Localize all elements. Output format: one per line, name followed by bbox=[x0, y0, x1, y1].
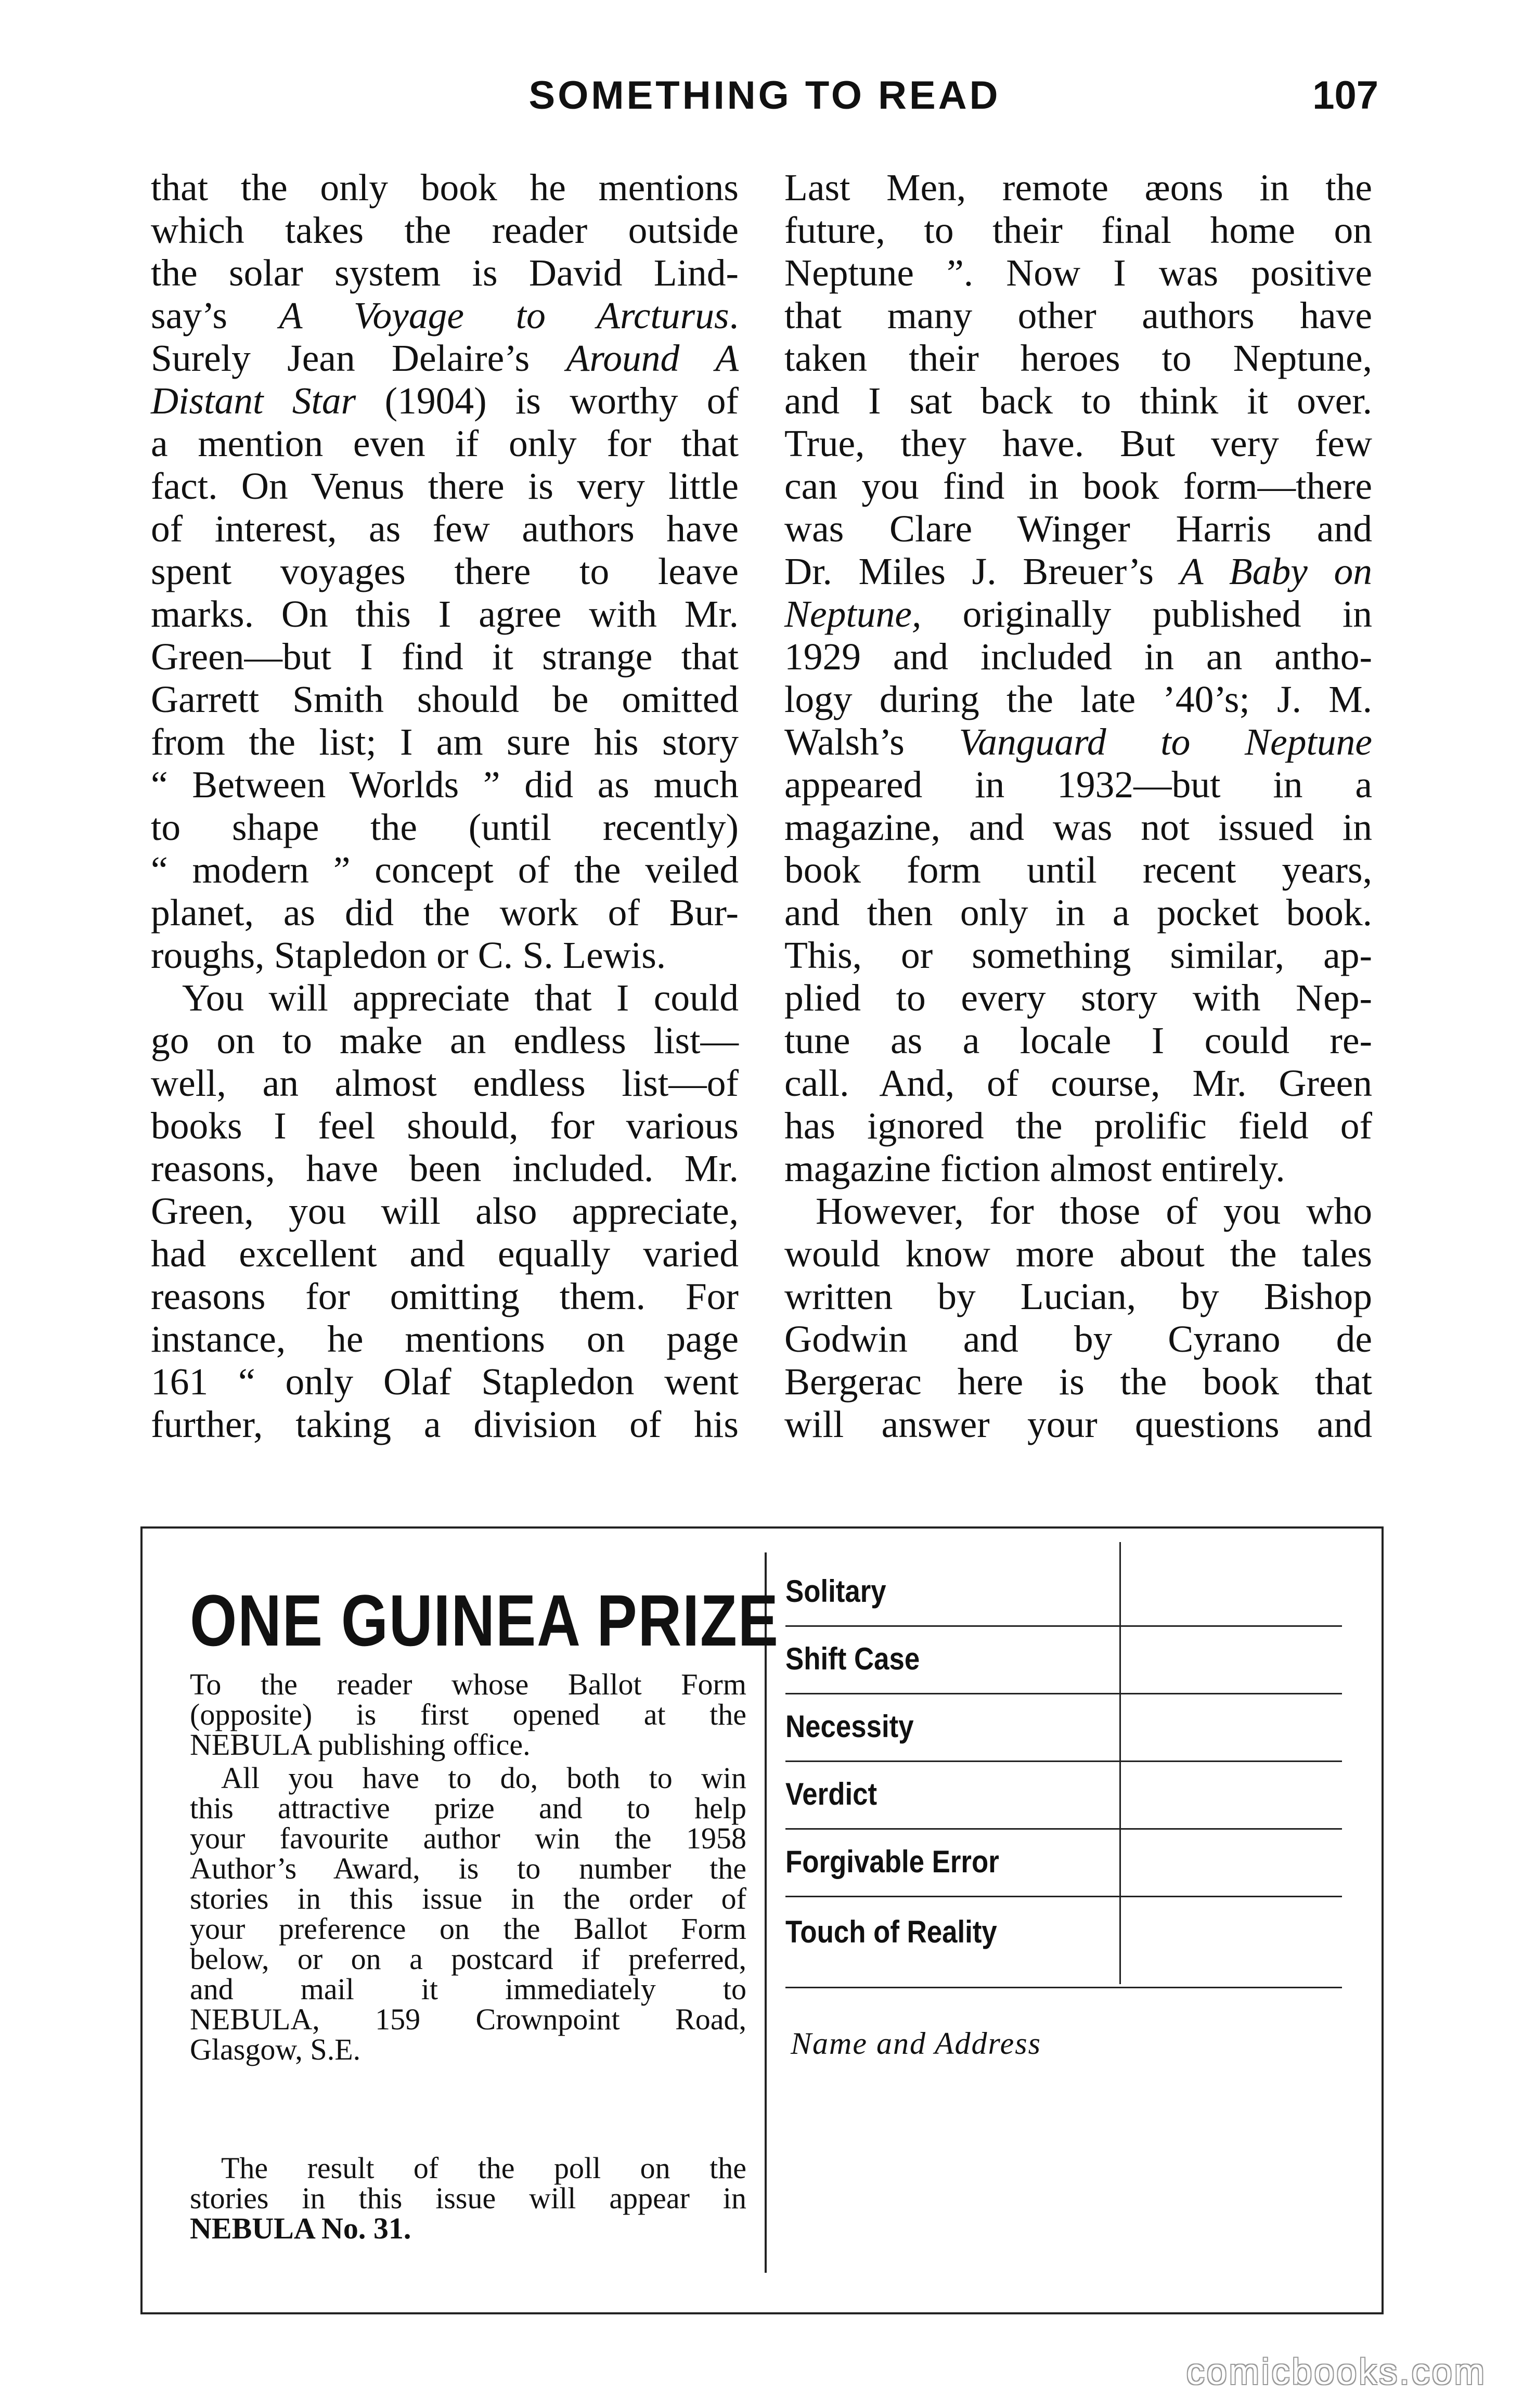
text-line: Distant Star (1904) is worthy of bbox=[151, 380, 739, 422]
text-line: NEBULA publishing office. bbox=[190, 1728, 531, 1762]
text-line: Surely Jean Delaire’s Around A bbox=[151, 337, 739, 379]
text-line: planet, as did the work of Bur- bbox=[151, 891, 739, 934]
text-line: below, or on a postcard if preferred, bbox=[190, 1942, 746, 1976]
text-line: Garrett Smith should be omitted bbox=[151, 678, 739, 720]
text-line: (opposite) is first opened at the bbox=[190, 1698, 746, 1731]
watermark: comicbooks.com bbox=[1186, 2351, 1487, 2392]
name-address-label: Name and Address bbox=[791, 2026, 1041, 2061]
text-line: a mention even if only for that bbox=[151, 422, 739, 464]
ballot-story-label: Verdict bbox=[785, 1777, 877, 1811]
text-line: Last Men, remote æons in the bbox=[784, 166, 1372, 209]
text-line: and mail it immediately to bbox=[190, 1972, 746, 2006]
ballot-line bbox=[785, 1625, 1342, 1627]
ballot-line bbox=[785, 1896, 1342, 1897]
left-column bbox=[151, 166, 739, 1446]
text-line: from the list; I am sure his story bbox=[151, 721, 739, 763]
text-line: fact. On Venus there is very little bbox=[151, 465, 739, 507]
text-line: reasons for omitting them. For bbox=[151, 1275, 739, 1317]
box-top-rule bbox=[140, 1526, 1384, 1529]
text-line: stories in this issue will appear in bbox=[190, 2181, 746, 2215]
text-line: would know more about the tales bbox=[784, 1233, 1372, 1275]
ballot-line bbox=[785, 1828, 1342, 1830]
text-line: Bergerac here is the book that bbox=[784, 1361, 1372, 1403]
text-line: Green—but I find it strange that bbox=[151, 636, 739, 678]
text-line: 161 “ only Olaf Stapledon went bbox=[151, 1361, 739, 1403]
text-line: had excellent and equally varied bbox=[151, 1233, 739, 1275]
text-line: To the reader whose Ballot Form bbox=[190, 1667, 746, 1701]
text-line: written by Lucian, by Bishop bbox=[784, 1275, 1372, 1317]
ballot-line bbox=[785, 1693, 1342, 1694]
text-line: plied to every story with Nep- bbox=[784, 977, 1372, 1019]
text-line: appeared in 1932—but in a bbox=[784, 763, 1372, 806]
page-header bbox=[151, 73, 1378, 130]
text-line: Walsh’s Vanguard to Neptune bbox=[784, 721, 1372, 763]
prize-paragraph-1 bbox=[190, 1669, 746, 1760]
text-line: Author’s Award, is to number the bbox=[190, 1852, 746, 1885]
text-line: Neptune ”. Now I was positive bbox=[784, 252, 1372, 294]
ballot-line bbox=[785, 1760, 1342, 1762]
ballot-story-label: Shift Case bbox=[785, 1641, 920, 1676]
text-line: books I feel should, for various bbox=[151, 1105, 739, 1147]
text-line: roughs, Stapledon or C. S. Lewis. bbox=[151, 934, 666, 976]
ballot-vertical-rule bbox=[1119, 1542, 1121, 1984]
ballot-story-label: Necessity bbox=[785, 1709, 914, 1744]
text-line: taken their heroes to Neptune, bbox=[784, 337, 1372, 379]
text-line: future, to their final home on bbox=[784, 209, 1372, 251]
ballot-story-label: Solitary bbox=[785, 1574, 886, 1609]
text-line: The result of the poll on the bbox=[221, 2151, 746, 2185]
text-line: spent voyages there to leave bbox=[151, 550, 739, 592]
text-line: True, they have. But very few bbox=[784, 422, 1372, 464]
text-line: NEBULA, 159 Crownpoint Road, bbox=[190, 2002, 746, 2036]
text-line: NEBULA No. 31. bbox=[190, 2211, 411, 2245]
text-line: stories in this issue in the order of bbox=[190, 1882, 746, 1915]
text-line: which takes the reader outside bbox=[151, 209, 739, 251]
text-line: the solar system is David Lind- bbox=[151, 252, 739, 294]
running-title: SOMETHING TO READ bbox=[528, 73, 1001, 118]
text-line: Godwin and by Cyrano de bbox=[784, 1318, 1372, 1360]
text-line: magazine fiction almost entirely. bbox=[784, 1147, 1285, 1189]
text-line: All you have to do, both to win bbox=[221, 1761, 746, 1795]
text-line: call. And, of course, Mr. Green bbox=[784, 1062, 1372, 1104]
text-line: that many other authors have bbox=[784, 294, 1372, 336]
text-line: tune as a locale I could re- bbox=[784, 1019, 1372, 1061]
text-line: go on to make an endless list— bbox=[151, 1019, 739, 1061]
ballot-line bbox=[785, 1987, 1342, 1988]
text-line: this attractive prize and to help bbox=[190, 1791, 746, 1825]
prize-paragraph-3 bbox=[190, 2153, 746, 2244]
right-column bbox=[784, 166, 1372, 1446]
text-line: of interest, as few authors have bbox=[151, 508, 739, 550]
text-line: This, or something similar, ap- bbox=[784, 934, 1372, 976]
text-line: Dr. Miles J. Breuer’s A Baby on bbox=[784, 550, 1372, 592]
prize-paragraph-2 bbox=[190, 1763, 746, 2065]
text-line: your preference on the Ballot Form bbox=[190, 1912, 746, 1946]
text-line: will answer your questions and bbox=[784, 1403, 1372, 1445]
text-line: was Clare Winger Harris and bbox=[784, 508, 1372, 550]
text-line: say’s A Voyage to Arcturus. bbox=[151, 294, 739, 336]
text-line: and then only in a pocket book. bbox=[784, 891, 1372, 934]
text-line: You will appreciate that I could bbox=[182, 977, 739, 1019]
page-number: 107 bbox=[1312, 73, 1378, 118]
text-line: reasons, have been included. Mr. bbox=[151, 1147, 739, 1189]
text-line: book form until recent years, bbox=[784, 849, 1372, 891]
text-line: has ignored the prolific field of bbox=[784, 1105, 1372, 1147]
text-line: instance, he mentions on page bbox=[151, 1318, 739, 1360]
text-line: Glasgow, S.E. bbox=[190, 2032, 361, 2066]
text-line: 1929 and included in an antho- bbox=[784, 636, 1372, 678]
text-line: Neptune, originally published in bbox=[784, 593, 1372, 635]
prize-title: ONE GUINEA PRIZE bbox=[190, 1580, 779, 1661]
text-line: However, for those of you who bbox=[816, 1190, 1372, 1232]
text-line: can you find in book form—there bbox=[784, 465, 1372, 507]
ballot-story-label: Forgivable Error bbox=[785, 1844, 999, 1879]
text-line: well, an almost endless list—of bbox=[151, 1062, 739, 1104]
text-line: marks. On this I agree with Mr. bbox=[151, 593, 739, 635]
text-line: “ modern ” concept of the veiled bbox=[151, 849, 739, 891]
text-line: magazine, and was not issued in bbox=[784, 806, 1372, 848]
text-line: that the only book he mentions bbox=[151, 166, 739, 209]
text-line: to shape the (until recently) bbox=[151, 806, 739, 848]
text-line: “ Between Worlds ” did as much bbox=[151, 763, 739, 806]
text-line: logy during the late ’40’s; J. M. bbox=[784, 678, 1372, 720]
text-line: and I sat back to think it over. bbox=[784, 380, 1372, 422]
text-line: further, taking a division of his bbox=[151, 1403, 739, 1445]
ballot-story-label: Touch of Reality bbox=[785, 1914, 997, 1949]
text-line: your favourite author win the 1958 bbox=[190, 1821, 746, 1855]
text-line: Green, you will also appreciate, bbox=[151, 1190, 739, 1232]
